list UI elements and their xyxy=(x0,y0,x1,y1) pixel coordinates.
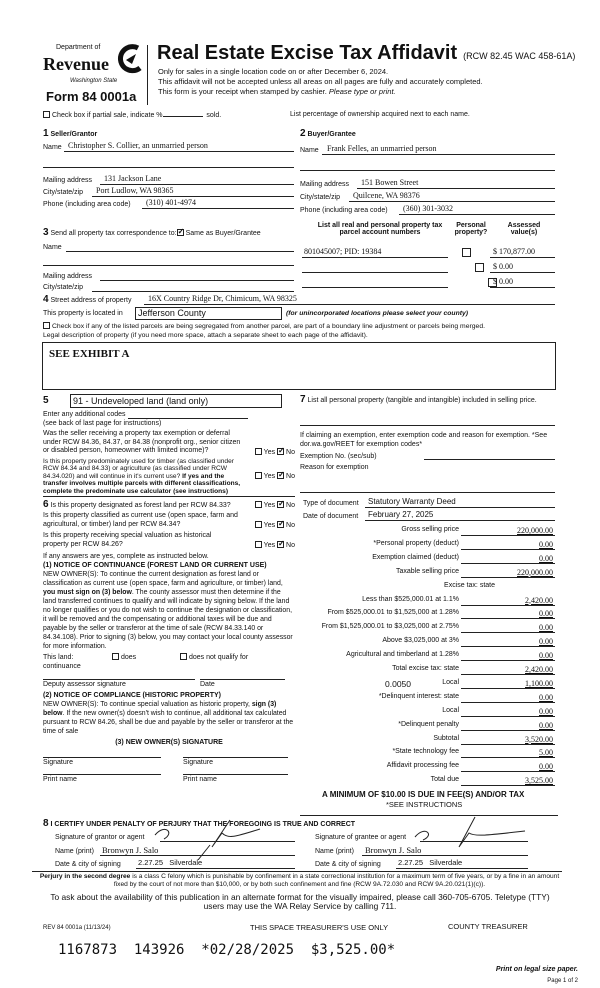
calc-value[interactable]: 0.00 xyxy=(539,539,553,549)
calc-label: From $525,000.01 to $1,525,000 at 1.28% xyxy=(327,609,459,617)
calc-row xyxy=(300,748,555,760)
does-option[interactable]: does xyxy=(112,653,180,671)
calc-value[interactable]: 5.00 xyxy=(539,748,553,758)
calc-label: Local xyxy=(442,706,459,714)
calc-label: Total due xyxy=(430,776,459,784)
corr-mail-label: Mailing address xyxy=(43,273,93,280)
assessed-header: Assessed value(s) xyxy=(507,222,541,236)
calc-value[interactable]: 0.00 xyxy=(539,553,553,563)
revenue-logo-text: Revenue xyxy=(43,54,109,74)
grantor-date-city[interactable]: 2.27.25 Silverdale xyxy=(138,858,203,867)
partial-sale-checkbox[interactable] xyxy=(43,111,50,118)
historic-answer[interactable]: Yes ✓ No xyxy=(255,541,295,549)
buyer-heading: 2 Buyer/Grantee xyxy=(300,128,356,139)
calc-label: *Delinquent interest: state xyxy=(378,692,459,700)
calc-row xyxy=(300,721,555,733)
doc-type-label: Type of document xyxy=(303,500,359,507)
calc-value[interactable]: 0.00 xyxy=(539,692,553,702)
revision: REV 84 0001a (11/13/24) xyxy=(43,925,111,931)
owner-signature-1[interactable]: Signature xyxy=(43,757,161,767)
calc-row xyxy=(300,554,555,566)
perjury-note: Perjury in the second degree is a class C felony which is punishable by confinement in a state correctional institution for a maximum term of five years, or by a fine in an amount fixed by the court of not more than $10,000, or by both such confinement and fine (RCW 9A.72.030 and RCW 9A.20.021(1)(c)). xyxy=(39,873,560,888)
owner-print-row xyxy=(43,774,295,784)
property-street[interactable]: 16X Country Ridge Dr, Chimicum, WA 98325 xyxy=(148,294,297,303)
deputy-signature-label[interactable]: Deputy assessor signature xyxy=(43,679,195,689)
historic-question: Is this property receiving special valuation as historical property per RCW 84.26? xyxy=(43,532,212,548)
owner-signature-row xyxy=(43,757,295,767)
seller-city[interactable]: Port Ludlow, WA 98365 xyxy=(96,186,174,195)
header-divider xyxy=(147,45,148,105)
timber-question: Is this property predominately used for timber (as classified under RCW 84.34 and 84.33) or agriculture (as classified under RCW 84.34.020) and will continue in it's current use? If yes and the transfer involves multiple parcels with different classifications, complete the predominate use calculator (see instructions) xyxy=(43,457,241,495)
exemption-answer[interactable]: Yes ✓ No xyxy=(255,448,295,456)
calc-label: Total excise tax: state xyxy=(392,665,459,672)
title-row xyxy=(157,42,575,65)
parcel-number[interactable]: 801045007; PID: 19384 xyxy=(304,247,382,256)
does-not-option[interactable]: does not qualify for xyxy=(180,653,248,671)
personal-property-label: 7 List all personal property (tangible and intangible) included in selling price. xyxy=(300,394,537,405)
legal-description-field[interactable] xyxy=(42,342,556,390)
dor-logo-icon xyxy=(116,44,144,74)
calc-row xyxy=(300,679,555,691)
calc-label: Gross selling price xyxy=(401,526,459,533)
ownership-note: List percentage of ownership acquired next to each name. xyxy=(290,111,470,118)
seller-mail-label: Mailing address xyxy=(43,177,93,184)
see-instructions: *SEE INSTRUCTIONS xyxy=(386,800,463,809)
dept-label: Department of xyxy=(56,44,101,51)
grantor-date-label: Date & city of signing xyxy=(55,861,121,868)
county-select[interactable]: Jefferson County xyxy=(135,307,282,320)
calc-row xyxy=(300,665,555,677)
calc-row xyxy=(300,637,555,649)
street-label: 4 Street address of property xyxy=(43,294,132,305)
continuance-row xyxy=(43,653,295,671)
timber-answer[interactable]: Yes ✓ No xyxy=(255,472,295,480)
land-use-code-select[interactable]: 91 - Undeveloped land (land only) xyxy=(70,394,282,408)
seller-phone[interactable]: (310) 401-4974 xyxy=(146,198,196,207)
seller-name[interactable]: Christopher S. Collier, an unmarried person xyxy=(68,141,208,150)
calc-row xyxy=(300,707,555,719)
calc-value[interactable]: 220,000.00 xyxy=(517,526,553,535)
calc-row xyxy=(300,582,555,594)
calc-row xyxy=(300,526,555,538)
county-treasurer-label: COUNTY TREASURER xyxy=(448,922,528,931)
forest-answer[interactable]: Yes ✓ No xyxy=(255,501,295,509)
calc-value[interactable]: 0.00 xyxy=(539,706,553,716)
left-column xyxy=(43,393,295,784)
seller-mail[interactable]: 131 Jackson Lane xyxy=(104,174,162,183)
exemption-reason-label: Reason for exemption xyxy=(300,464,369,471)
calc-value[interactable]: 0.00 xyxy=(539,609,553,619)
calc-label: Excise tax: state xyxy=(444,581,495,589)
calc-value[interactable]: 0.00 xyxy=(539,651,553,661)
header-line-3: This form is your receipt when stamped by cashier. Please type or print. xyxy=(158,87,396,96)
buyer-city[interactable]: Quilcene, WA 98376 xyxy=(353,191,420,200)
calc-label: Local xyxy=(442,678,459,686)
seller-heading: 1 Seller/Grantor xyxy=(43,128,98,139)
local-rate[interactable]: 0.0050 xyxy=(385,679,411,689)
doc-date[interactable]: February 27, 2025 xyxy=(368,510,434,519)
calc-value[interactable]: 2,420.00 xyxy=(525,595,553,605)
legal-paper-note: Print on legal size paper. xyxy=(495,966,578,973)
calc-label: Taxable selling price xyxy=(395,567,459,575)
buyer-mail[interactable]: 151 Bowen Street xyxy=(361,178,419,187)
grantee-name-label: Name (print) xyxy=(315,848,354,855)
current-use-question: Is this property classified as current use (open space, farm and agricultural, or timber) land per RCW 84.34? xyxy=(43,512,238,528)
calc-value[interactable]: 2,420.00 xyxy=(525,665,553,674)
additional-codes-row xyxy=(43,410,295,419)
grantor-name-label: Name (print) xyxy=(55,848,94,855)
calc-value[interactable]: 3,520.00 xyxy=(525,734,553,744)
located-label: This property is located in xyxy=(43,310,123,317)
calc-value[interactable]: 0.00 xyxy=(539,623,553,633)
calc-label: Less than $525,000.01 at 1.1% xyxy=(362,595,459,603)
treasurer-stamp: 1167873 143926 *02/28/2025 $3,525.00* xyxy=(58,942,396,958)
form-number: Form 84 0001a xyxy=(46,89,137,104)
calc-row xyxy=(300,568,555,580)
if-any-note: If any answers are yes, complete as instructed below. xyxy=(43,553,209,560)
notice-continuance-title: (1) NOTICE OF CONTINUANCE (FOREST LAND OR CURRENT USE) xyxy=(43,562,267,569)
certify-heading: 8 I CERTIFY UNDER PENALTY OF PERJURY THAT THE FOREGOING IS TRUE AND CORRECT xyxy=(43,818,356,829)
calc-row xyxy=(300,623,555,635)
segregation-checkbox[interactable] xyxy=(43,322,50,329)
owner-print-name-2[interactable]: Print name xyxy=(183,774,288,784)
new-owner-signature-title: (3) NEW OWNER(S) SIGNATURE xyxy=(115,739,223,746)
calc-label: *State technology fee xyxy=(392,748,459,756)
current-use-answer[interactable]: Yes ✓ No xyxy=(255,521,295,529)
grantor-name[interactable]: Bronwyn J. Salo xyxy=(102,845,159,855)
corr-city-label: City/state/zip xyxy=(43,284,84,291)
buyer-name[interactable]: Frank Felles, an unmarried person xyxy=(327,144,437,153)
partial-sale[interactable]: Check box if partial sale, indicate % sold. xyxy=(43,111,221,119)
notice-continuance-text: NEW OWNER(S): To continue the current designation as forest land or classification as current use (open space, farm and agriculture, or timber) land, you must sign on (3) below. The county assessor must then determine if the land transferred continues to qualify and will indicate by signing below. If the land no longer qualifies or you do not wish to continue the designation or classification, it will be removed and the compensating or additional taxes will be due and payable by the seller or transferor at the time of sale (RCW 84.33.140 or 84.34.108). Prior to signing (3) below, you may contact your local county assessor for more information. xyxy=(43,571,293,650)
buyer-phone[interactable]: (360) 301-3032 xyxy=(403,204,453,213)
calc-label: Affidavit processing fee xyxy=(386,762,459,770)
grantor-signature[interactable] xyxy=(150,815,270,860)
buyer-name-label: Name xyxy=(300,147,319,154)
deputy-row xyxy=(43,679,295,689)
calc-row xyxy=(300,651,555,663)
calc-row xyxy=(300,693,555,705)
see-back-note: (see back of last page for instructions) xyxy=(43,420,162,427)
exemption-note: If claiming an exemption, enter exemption code and reason for exemption. *See dor.wa.gov/REET for exemption codes* xyxy=(300,432,548,448)
exemption-no-label: Exemption No. (sec/sub) xyxy=(300,453,377,460)
page-title: Real Estate Excise Tax Affidavit xyxy=(157,42,458,64)
owner-signature-2[interactable]: Signature xyxy=(183,757,288,767)
calc-row xyxy=(300,540,555,552)
state-label: Washington State xyxy=(70,78,118,84)
personal-property-checkbox[interactable] xyxy=(475,263,484,272)
calc-label: *Personal property (deduct) xyxy=(373,539,459,547)
exemption-question: Was the seller receiving a property tax exemption or deferral under RCW 84.36, 84.37, or 84.38 (nonprofit org., senior citizen or disabled person, homeowner with limited income)? xyxy=(43,430,241,454)
continuance-label: continuance xyxy=(43,663,81,670)
assessed-value[interactable]: $ 0.00 xyxy=(493,277,513,286)
alternate-format-note: To ask about the availability of this publication in an alternate format for the visually impaired, please call 360-705-6705. Teletype (TTY) users may use the WA Relay Service by calling 711. xyxy=(50,892,550,911)
forest-question: 6 Is this property designated as forest land per RCW 84.33? xyxy=(43,499,231,510)
seller-name-label: Name xyxy=(43,144,62,151)
calc-label: Agricultural and timberland at 1.28% xyxy=(346,651,459,659)
calc-label: Exemption claimed (deduct) xyxy=(372,553,459,561)
section-5-number: 5 xyxy=(43,395,49,406)
calc-value[interactable]: 220,000.00 xyxy=(517,567,553,577)
county-note: (for unincorporated locations please select your county) xyxy=(286,310,469,317)
section-5-row xyxy=(43,393,295,408)
page-number: Page 1 of 2 xyxy=(547,978,578,984)
grantee-name[interactable]: Bronwyn J. Salo xyxy=(365,845,422,855)
notice-compliance-text: NEW OWNER(S): To continue special valuation as historic property, sign (3) below. If the new owner(s) doesn't wish to continue, all additional tax calculated pursuant to RCW 84.26, shall be due and payable by the seller or transferor at the time of sale xyxy=(43,701,294,735)
seller-city-label: City/state/zip xyxy=(43,189,84,196)
buyer-phone-label: Phone (including area code) xyxy=(300,207,388,214)
corr-name-label: Name xyxy=(43,244,62,251)
doc-date-label: Date of document xyxy=(303,513,359,520)
grantee-sig-label: Signature of grantee or agent xyxy=(315,834,407,841)
grantor-sig-label: Signature of grantor or agent xyxy=(55,834,145,841)
legal-label: Legal description of property (if you need more space, attach a separate sheet to each page of the affidavit). xyxy=(43,332,368,339)
calc-label: Subtotal xyxy=(433,734,459,742)
parcel-header: List all real and personal property tax parcel account numbers xyxy=(317,222,443,236)
this-land-label: This land: xyxy=(43,654,74,661)
owner-print-name-1[interactable]: Print name xyxy=(43,774,161,784)
notice-compliance-title: (2) NOTICE OF COMPLIANCE (HISTORIC PROPERTY) xyxy=(43,692,221,699)
doc-type[interactable]: Statutory Warranty Deed xyxy=(368,497,456,506)
calc-label: *Delinquent penalty xyxy=(398,720,459,728)
calc-row xyxy=(300,609,555,621)
rcw-ref: (RCW 82.45 WAC 458-61A) xyxy=(463,51,576,61)
additional-codes-label: Enter any additional codes xyxy=(43,411,126,418)
calc-value[interactable]: 1,100.00 xyxy=(525,678,553,688)
same-as-buyer-checkbox[interactable] xyxy=(177,229,184,236)
personal-property-checkbox[interactable] xyxy=(462,248,471,257)
calc-row xyxy=(300,596,555,608)
grantee-date-label: Date & city of signing xyxy=(315,861,381,868)
header-line-1: Only for sales in a single location code on or after December 6, 2024. xyxy=(158,67,389,76)
buyer-city-label: City/state/zip xyxy=(300,194,341,201)
header-line-2: This affidavit will not be accepted unless all areas on all pages are fully and accurately completed. xyxy=(158,77,483,86)
treasurer-use-label: THIS SPACE TREASURER'S USE ONLY xyxy=(250,923,389,932)
calc-value[interactable]: 0.00 xyxy=(539,637,553,647)
minimum-note: A MINIMUM OF $10.00 IS DUE IN FEE(S) AND/OR TAX xyxy=(322,790,525,799)
correspondence-heading: 3 Send all property tax correspondence to:✓ Same as Buyer/Grantee xyxy=(43,227,261,238)
calc-row xyxy=(300,762,555,774)
grantee-date-city[interactable]: 2.27.25 Silverdale xyxy=(398,858,463,867)
calc-label: From $1,525,000.01 to $3,025,000 at 2.75% xyxy=(321,623,459,631)
assessed-value[interactable]: $ 170,877.00 xyxy=(493,247,535,256)
deputy-date-label[interactable]: Date xyxy=(200,679,285,689)
calc-value[interactable]: 0.00 xyxy=(539,720,553,730)
calc-row xyxy=(300,776,555,788)
calc-value[interactable]: 0.00 xyxy=(539,762,553,772)
buyer-mail-label: Mailing address xyxy=(300,181,350,188)
assessed-value[interactable]: $ 0.00 xyxy=(493,262,513,271)
segregation-row[interactable]: Check box if any of the listed parcels are being segregated from another parcel, are part of a boundary line adjustment or parcels being merged. xyxy=(43,322,485,330)
personal-header: Personal property? xyxy=(454,222,488,236)
legal-description: SEE EXHIBIT A xyxy=(49,348,130,360)
seller-phone-label: Phone (including area code) xyxy=(43,201,131,208)
calc-label: Above $3,025,000 at 3% xyxy=(382,637,459,645)
calc-row xyxy=(300,735,555,747)
calc-value[interactable]: 3,525.00 xyxy=(525,776,553,786)
